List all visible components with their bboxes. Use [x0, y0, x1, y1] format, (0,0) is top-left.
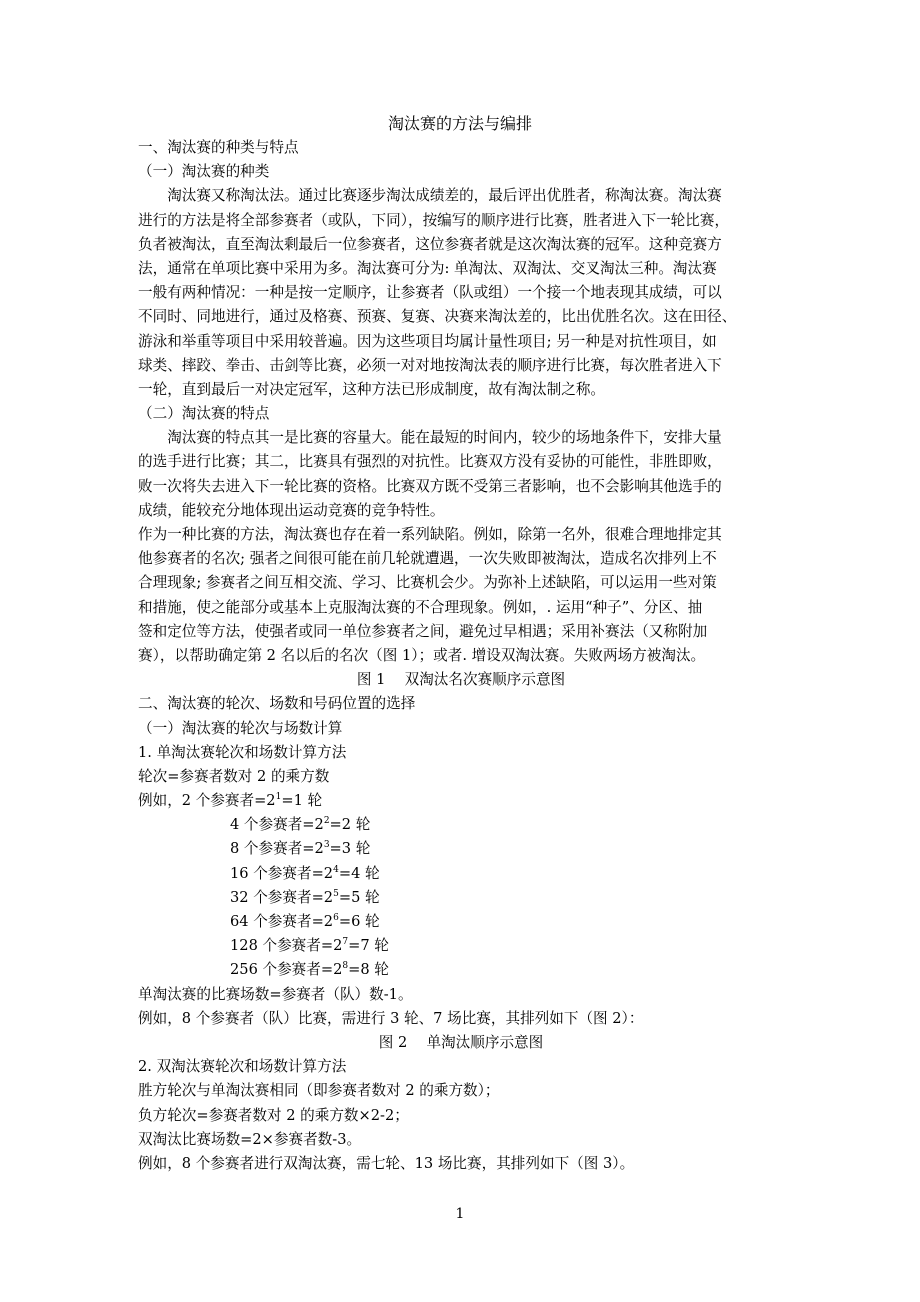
paragraph-line: 一般有两种情况：一种是按一定顺序，让参赛者（队或组）一个接一个地表现其成绩，可以	[138, 284, 722, 302]
formula-line: 单淘汰赛的比赛场数=参赛者（队）数-1。	[138, 985, 413, 1003]
figure-caption: 图 2 单淘汰顺序示意图	[378, 1033, 544, 1051]
paragraph-line: 合理现象; 参赛者之间互相交流、学习、比赛机会少。为弥补上述缺陷，可以运用一些对策	[138, 574, 717, 592]
paragraph-line: 淘汰赛的特点其一是比赛的容量大。能在最短的时间内，较少的场地条件下，安排大量	[167, 429, 722, 447]
paragraph-features	[138, 426, 784, 523]
formula-line: 轮次=参赛者数对 2 的乘方数	[138, 767, 330, 785]
subsection-heading: （二）淘汰赛的特点	[138, 405, 270, 423]
paragraph-line: 游泳和举重等项目中采用较普遍。因为这些项目均属计量性项目; 另一种是对抗性项目，如	[138, 332, 717, 350]
paragraph-line: 球类、摔跤、拳击、击剑等比赛，必须一对对地按淘汰表的顺序进行比赛，每次胜者进入下	[138, 356, 722, 374]
item-heading: 2. 双淘汰赛轮次和场数计算方法	[138, 1058, 347, 1076]
formula-line: 胜方轮次与单淘汰赛相同（即参赛者数对 2 的乘方数）；	[138, 1082, 500, 1100]
example-row: 例如，2 个参赛者$=2^1=1$ 轮	[138, 792, 323, 810]
item-heading: 1. 单淘汰赛轮次和场数计算方法	[138, 743, 347, 761]
subsection-heading: （一）淘汰赛的种类	[138, 163, 270, 181]
example-row: 64 个参赛者$=2^6=6$ 轮	[230, 913, 380, 930]
paragraph-line: 作为一种比赛的方法，淘汰赛也存在着一系列缺陷。例如，除第一名外，很难合理地排定其	[138, 526, 722, 543]
formula-line: 双淘汰比赛场数=2×参赛者数-3。	[138, 1130, 362, 1148]
paragraph-line: 败一次将失去进入下一轮比赛的资格。比赛双方既不受第三者影响，也不会影响其他选手的	[138, 477, 722, 495]
paragraph-line: 签和定位等方法，使强者或同一单位参赛者之间，避免过早相遇；采用补赛法（又称附加	[138, 622, 708, 640]
example-row: 8 个参赛者$=2^3=3$ 轮	[230, 840, 371, 858]
section-heading: 一、淘汰赛的种类与特点	[138, 139, 299, 156]
example-row: 128 个参赛者$=2^7=7$ 轮	[230, 937, 389, 955]
paragraph-line: 和措施，使之能部分或基本上克服淘汰赛的不合理现象。例如，. 运用“种子”、分区、抽	[138, 598, 703, 616]
paragraph-types	[138, 184, 784, 402]
page-number: 1	[455, 1206, 465, 1222]
example-row: 4 个参赛者$=2^2=2$ 轮	[230, 816, 371, 834]
paragraph-line: 淘汰赛又称淘汰法。通过比赛逐步淘汰成绩差的，最后评出优胜者，称淘汰赛。淘汰赛	[167, 187, 722, 205]
paragraph-line: 法，通常在单项比赛中采用为多。淘汰赛可分为: 单淘汰、双淘汰、交叉淘汰三种。淘汰赛	[138, 259, 717, 277]
paragraph-line: 的选手进行比赛；其二，比赛具有强烈的对抗性。比赛双方没有妥协的可能性，非胜即败，	[138, 453, 722, 471]
paragraph-line: 一轮，直到最后一对决定冠军，这种方法已形成制度，故有淘汰制之称。	[138, 380, 606, 398]
paragraph-line: 负者被淘汰，直至淘汰剩最后一位参赛者，这位参赛者就是这次淘汰赛的冠军。这种竞赛方	[138, 235, 722, 253]
paragraph-drawbacks	[138, 523, 784, 668]
example-row: 16 个参赛者$=2^4=4$ 轮	[230, 864, 380, 882]
example-row: 32 个参赛者$=2^5=5$ 轮	[230, 888, 380, 906]
paragraph-line: 进行的方法是将全部参赛者（或队，下同），按编写的顺序进行比赛，胜者进入下一轮比赛，	[138, 211, 730, 229]
formula-line: 负方轮次=参赛者数对 2 的乘方数×2-2；	[138, 1106, 409, 1124]
example-line: 例如，8 个参赛者进行双淘汰赛，需七轮、13 场比赛，其排列如下（图 3）。	[138, 1154, 635, 1172]
example-row: 256 个参赛者$=2^8=8$ 轮	[230, 961, 389, 979]
paragraph-line: 他参赛者的名次; 强者之间很可能在前几轮就遭遇，一次失败即被淘汰，造成名次排列上不	[138, 550, 717, 568]
paragraph-line: 不同时、同地进行，通过及格赛、预赛、复赛、决赛来淘汰差的，比出优胜名次。这在田径、	[138, 308, 737, 326]
paragraph-line: 赛），以帮助确定第 2 名以后的名次（图 1）；或者. 增设双淘汰赛。失败两场方被淘汰。	[138, 646, 706, 664]
document-body	[138, 136, 784, 1176]
paragraph-line: 成绩，能较充分地体现出运动竞赛的竞争特性。	[138, 501, 445, 519]
example-line: 例如，8 个参赛者（队）比赛，需进行 3 轮、7 场比赛，其排列如下（图 2）：	[138, 1009, 644, 1027]
subsection-heading: （一）淘汰赛的轮次与场数计算	[138, 719, 343, 737]
section-heading: 二、淘汰赛的轮次、场数和号码位置的选择	[138, 695, 416, 713]
document-title: 淘汰赛的方法与编排	[387, 114, 532, 133]
figure-caption: 图 1 双淘汰名次赛顺序示意图	[356, 671, 566, 689]
